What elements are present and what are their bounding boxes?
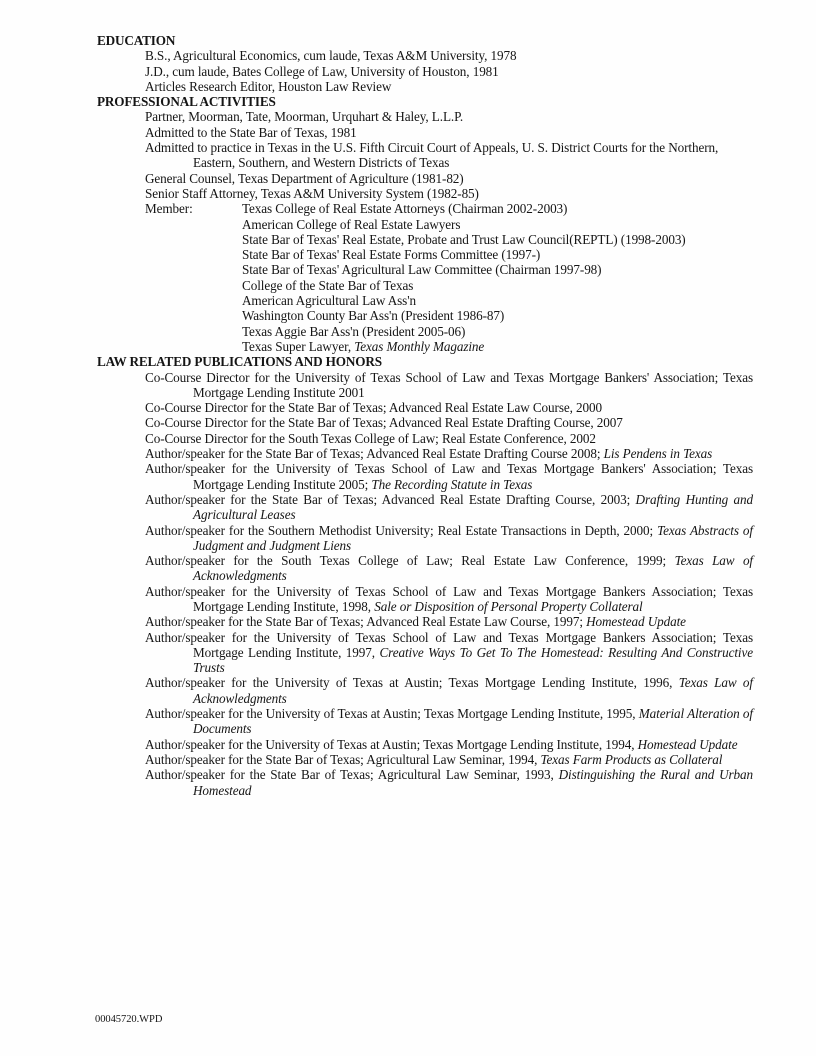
publication-entry [97,614,753,629]
publication-entry [97,675,753,706]
list-item [242,293,753,308]
publication-title: Texas Law of Acknowledgments [193,675,753,706]
publication-entry [97,415,753,430]
member-text: Washington County Bar Ass'n (President 1986-87) [242,308,505,324]
publication-title: Homestead Update [586,614,686,630]
publication-title: Creative Ways To Get To The Homestead: Resulting And Constructive Trusts [193,644,753,676]
list-item [242,217,753,232]
professional-entry: Admitted to practice in Texas in the U.S. Fifth Circuit Court of Appeals, U. S. District Courts for the Northern, Eastern, Southern, and Western Districts of Texas [145,140,719,171]
publication-title: The Recording Statute in Texas [371,476,533,492]
publication-entry [97,400,753,415]
member-text: American College of Real Estate Lawyers [242,216,461,232]
publication-text: Co-Course Director for the State Bar of Texas; Advanced Real Estate Law Course, 2000 [145,400,602,416]
footer-document-code: 00045720.WPD [95,1014,163,1025]
publication-text: Author/speaker for the State Bar of Texas; Advanced Real Estate Law Course, 1997; [145,614,587,630]
publication-text: Author/speaker for the University of Texas at Austin; Texas Mortgage Lending Institute, 1994, [145,736,638,752]
member-text: State Bar of Texas' Agricultural Law Committee (Chairman 1997-98) [242,262,602,278]
member-text: American Agricultural Law Ass'n [242,293,416,309]
publication-text: Author/speaker for the Southern Methodist University; Real Estate Transactions in Depth, 2000; [145,522,658,538]
publication-entry [97,553,753,584]
professional-entry: General Counsel, Texas Department of Agriculture (1981-82) [145,170,464,186]
publication-title: Texas Abstracts of Judgment and Judgment Liens [193,522,753,553]
publication-entry [97,446,753,461]
publication-text: Author/speaker for the University of Texas at Austin; Texas Mortgage Lending Institute, 1995, [145,706,639,722]
publication-entry [97,492,753,523]
publication-title: Lis Pendens in Texas [603,446,713,462]
list-item [242,339,753,354]
member-label: Member: [145,201,193,217]
list-item [242,247,753,262]
publication-text: Author/speaker for the State Bar of Texas; Advanced Real Estate Drafting Course 2008; [145,446,604,462]
publication-title: Texas Farm Products as Collateral [540,751,723,767]
professional-entry: Partner, Moorman, Tate, Moorman, Urquhart & Haley, L.L.P. [145,109,464,125]
list-item [242,308,753,323]
publication-text: Author/speaker for the South Texas College of Law; Real Estate Law Conference, 1999; [145,553,675,569]
publication-entry [97,461,753,492]
professional-entry: Senior Staff Attorney, Texas A&M University System (1982-85) [145,185,479,201]
publication-text: Co-Course Director for the South Texas College of Law; Real Estate Conference, 2002 [145,430,596,446]
publication-title: Material Alteration of Documents [193,706,753,737]
publication-title: Distinguishing the Rural and Urban Homestead [193,767,754,798]
member-block [97,201,753,354]
publication-title: Texas Law of Acknowledgments [193,553,753,584]
member-text: Texas Super Lawyer, [242,338,355,354]
education-entry: J.D., cum laude, Bates College of Law, University of Houston, 1981 [145,63,499,79]
list-item [242,278,753,293]
list-item [242,232,753,247]
member-list [242,201,753,354]
section-heading-professional-activities: PROFESSIONAL ACTIVITIES [97,94,276,110]
publication-text: Co-Course Director for the University of Texas School of Law and Texas Mortgage Bankers' Association; Texas Mortgage Lending Institute 2001 [145,369,753,400]
publication-entry [97,706,753,737]
publication-entry [97,431,753,446]
publication-entry [97,370,753,401]
member-text: State Bar of Texas' Real Estate, Probate and Trust Law Council(REPTL) (1998-2003) [242,231,686,247]
document-body [97,33,753,798]
education-entry: Articles Research Editor, Houston Law Review [145,78,392,94]
publication-text: Author/speaker for the State Bar of Texas; Agricultural Law Seminar, 1994, [145,751,541,767]
section-heading-law-related-publications: LAW RELATED PUBLICATIONS AND HONORS [97,354,382,370]
publication-text: Author/speaker for the University of Texas School of Law and Texas Mortgage Bankers Association; Texas Mortgage Lending Institute, 1997, [145,629,753,660]
publication-text: Author/speaker for the University of Texas School of Law and Texas Mortgage Bankers' Association; Texas Mortgage Lending Institute 2005; [145,461,753,492]
publication-entry [97,584,753,615]
member-text: Texas Aggie Bar Ass'n (President 2005-06) [242,323,466,339]
publication-text: Co-Course Director for the State Bar of Texas; Advanced Real Estate Drafting Course, 2007 [145,415,623,431]
publication-title: Homestead Update [637,736,738,752]
member-text: State Bar of Texas' Real Estate Forms Committee (1997-) [242,247,541,263]
publication-entry [97,737,753,752]
section-heading-education: EDUCATION [97,33,176,48]
education-entry: B.S., Agricultural Economics, cum laude, Texas A&M University, 1978 [145,48,517,64]
publication-entry [97,752,753,767]
member-text: College of the State Bar of Texas [242,277,414,293]
member-text: Texas College of Real Estate Attorneys (Chairman 2002-2003) [242,201,568,217]
list-item [242,201,753,216]
publication-text: Author/speaker for the State Bar of Texas; Advanced Real Estate Drafting Course, 2003; [145,491,636,507]
publication-title: Drafting Hunting and Agricultural Leases [193,491,753,523]
member-italic: Texas Monthly Magazine [354,338,485,354]
publication-entry [97,523,753,554]
publication-text: Author/speaker for the University of Texas School of Law and Texas Mortgage Bankers Association; Texas Mortgage Lending Institute, 1998, [145,583,753,614]
publication-text: Author/speaker for the University of Texas at Austin; Texas Mortgage Lending Institute, 1996, [145,675,679,691]
list-item [242,262,753,277]
publication-entry [97,767,753,798]
publication-text: Author/speaker for the State Bar of Texas; Agricultural Law Seminar, 1993, [145,767,559,783]
publication-title: Sale or Disposition of Personal Property Collateral [374,598,643,614]
list-item [242,324,753,339]
publication-entry [97,630,753,676]
professional-entry: Admitted to the State Bar of Texas, 1981 [145,124,357,140]
